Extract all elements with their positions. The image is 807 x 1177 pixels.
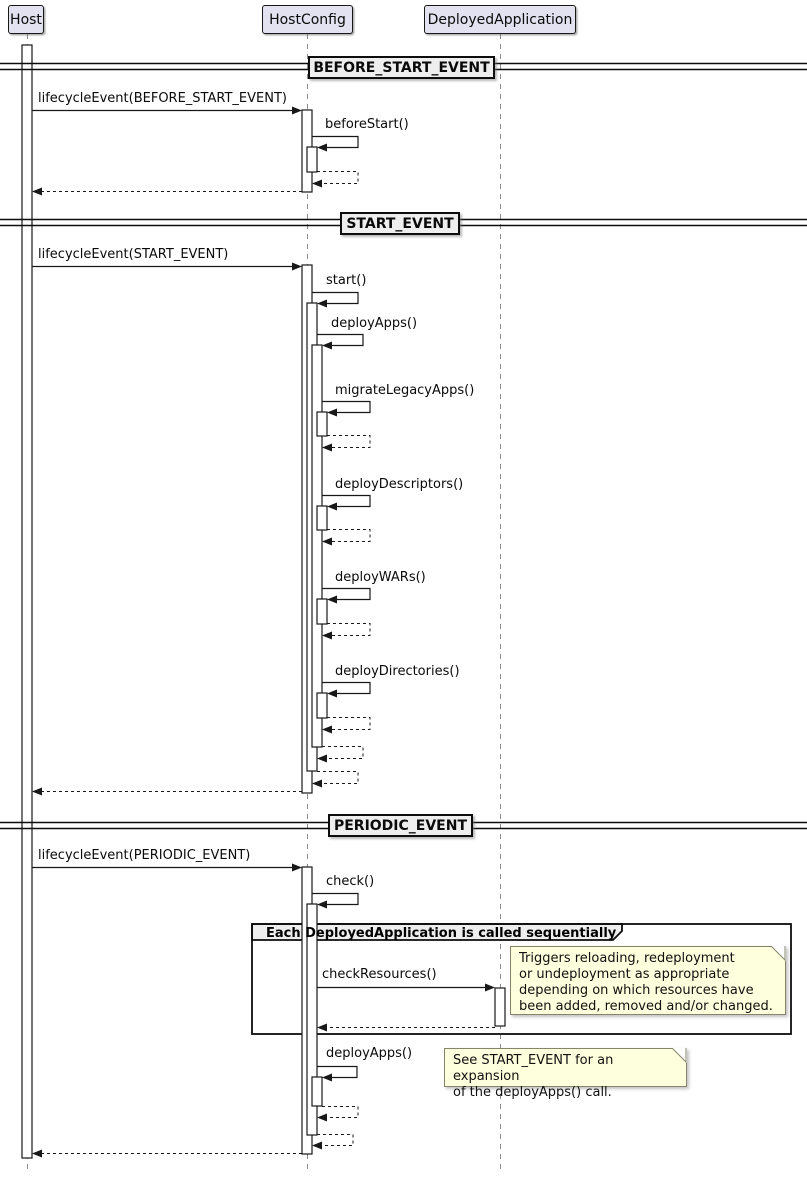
- message-label-lifecycle-start: lifecycleEvent(START_EVENT): [38, 247, 229, 262]
- message-label-deployapps-periodic: deployApps(): [326, 1046, 413, 1061]
- note-deployapps: [444, 1048, 687, 1100]
- return-deploydescriptors: [327, 530, 370, 542]
- activation-migratelegacyapps: [317, 412, 327, 436]
- return-deploydirectories: [327, 718, 370, 730]
- message-label-deploywars: deployWARs(): [335, 570, 426, 585]
- activation-beforestart: [307, 147, 317, 172]
- return-start: [317, 772, 358, 784]
- activation-deploydirectories: [317, 693, 327, 718]
- participant-hostconfig: HostConfig: [262, 5, 353, 34]
- arrow-beforestart: [312, 137, 358, 148]
- note-line: been added, removed and/or changed.: [519, 999, 773, 1014]
- message-label-beforestart: beforeStart(): [325, 117, 409, 132]
- activation-deployapps-periodic: [312, 1077, 322, 1106]
- return-migratelegacyapps: [327, 436, 370, 448]
- divider-periodic-event: PERIODIC_EVENT: [328, 814, 473, 837]
- activation-deploywars: [317, 599, 327, 624]
- arrow-deployapps-periodic: [317, 1067, 357, 1078]
- group-frame-label: Each DeployedApplication is called sequentially: [266, 926, 617, 941]
- note-line: Triggers reloading, redeployment: [519, 951, 735, 966]
- message-label-deploydirectories: deployDirectories(): [335, 664, 460, 679]
- lifelines: [28, 34, 501, 1170]
- note-fold-icon: [672, 1048, 687, 1063]
- return-beforestart: [317, 172, 358, 184]
- message-label-lifecycle-periodic: lifecycleEvent(PERIODIC_EVENT): [38, 848, 251, 863]
- return-arrows: [41, 172, 495, 1154]
- note-line: See START_EVENT for an expansion: [453, 1053, 614, 1084]
- note-line: depending on which resources have: [519, 983, 754, 998]
- activation-host: [22, 45, 32, 1158]
- message-label-check: check(): [326, 874, 375, 889]
- return-check: [317, 1135, 353, 1146]
- participant-host: Host: [8, 5, 44, 34]
- note-line: or undeployment as appropriate: [519, 967, 730, 982]
- divider-lines: [0, 64, 807, 829]
- return-deploywars: [327, 624, 370, 636]
- message-label-deployapps: deployApps(): [331, 316, 418, 331]
- arrow-deploydescriptors: [322, 496, 370, 507]
- message-label-checkresources: checkResources(): [322, 967, 437, 982]
- note-line: of the deployApps() call.: [453, 1085, 612, 1100]
- divider-before-start-event: BEFORE_START_EVENT: [308, 56, 495, 79]
- arrow-start: [312, 293, 358, 304]
- activation-deployedapplication: [495, 988, 505, 1026]
- arrow-heads: [32, 107, 495, 1158]
- arrow-deploydirectories: [322, 683, 370, 694]
- message-label-deploydescriptors: deployDescriptors(): [335, 477, 464, 492]
- message-label-migratelegacyapps: migrateLegacyApps(): [335, 383, 475, 398]
- arrow-migratelegacyapps: [322, 402, 370, 413]
- arrow-deployapps: [317, 335, 363, 346]
- note-fold-icon: [771, 946, 786, 961]
- participant-deployedapplication: DeployedApplication: [424, 5, 576, 34]
- message-label-start: start(): [326, 273, 367, 288]
- message-label-lifecycle-before-start: lifecycleEvent(BEFORE_START_EVENT): [38, 91, 287, 106]
- arrow-deploywars: [322, 589, 370, 600]
- arrow-check: [312, 894, 358, 905]
- return-deployapps: [322, 747, 363, 759]
- activation-deployapps: [312, 345, 322, 747]
- return-deployapps-periodic: [322, 1107, 358, 1118]
- divider-start-event: START_EVENT: [340, 212, 460, 235]
- activation-deploydescriptors: [317, 506, 327, 530]
- note-checkresources: [510, 946, 786, 1015]
